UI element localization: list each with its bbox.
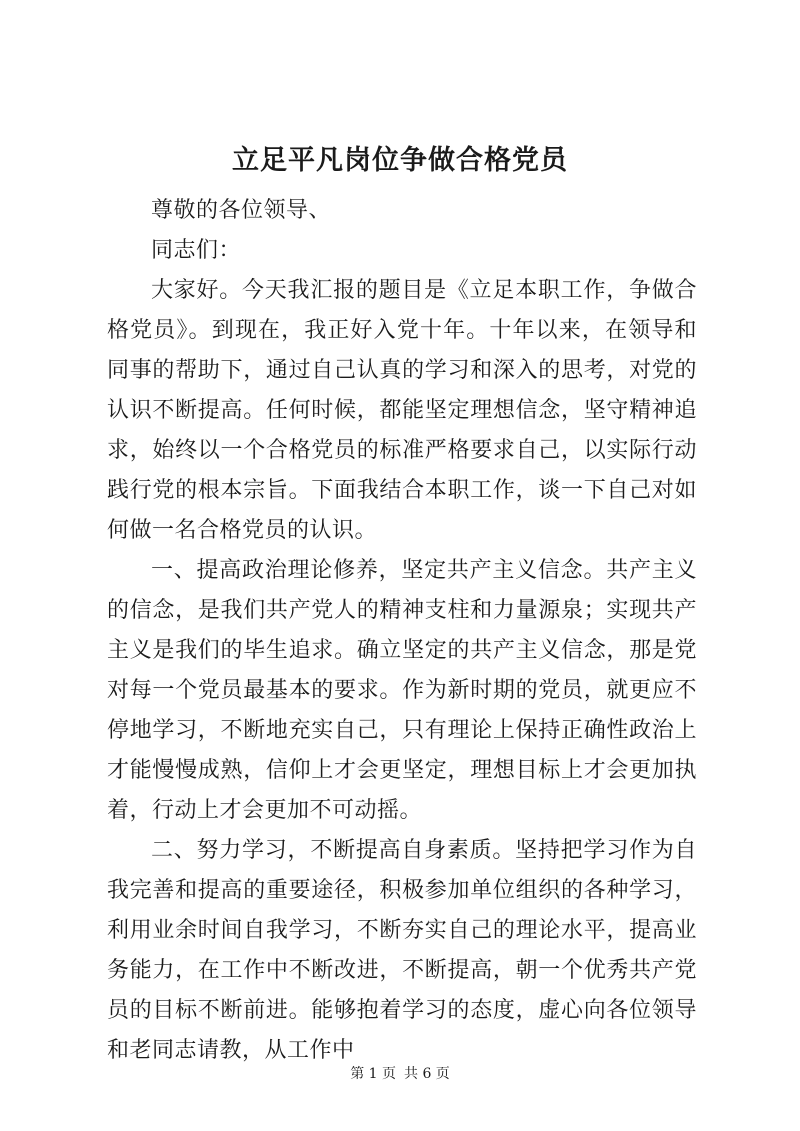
- paragraph-section-2: 二、努力学习，不断提高自身素质。坚持把学习作为自我完善和提高的重要途径，积极参加单位组织的各种学习，利用业余时间自我学习，不断夯实自己的理论水平，提高业务能力，在工作中不断改进，不断提高，朝一个优秀共产党员的目标不断前进。能够抱着学习的态度，虚心向各位领导和老同志请教，从工作中: [107, 838, 697, 1063]
- document-body: [107, 191, 697, 1071]
- salutation-comrades: 同志们：: [151, 238, 242, 263]
- salutation-leaders: 尊敬的各位领导、: [151, 198, 332, 223]
- paragraph-intro: 大家好。今天我汇报的题目是《立足本职工作，争做合格党员》。到现在，我正好入党十年。十年以来，在领导和同事的帮助下，通过自己认真的学习和深入的思考，对党的认识不断提高。任何时候，都能坚定理想信念，坚守精神追求，始终以一个合格党员的标准严格要求自己，以实际行动践行党的根本宗旨。下面我结合本职工作，谈一下自己对如何做一名合格党员的认识。: [107, 278, 697, 543]
- page-footer: [0, 1064, 800, 1084]
- page-total: 共 6 页: [404, 1066, 450, 1082]
- page-number: 第 1 页: [350, 1066, 396, 1082]
- document-title: 立足平凡岗位争做合格党员: [232, 145, 568, 176]
- paragraph-section-1: 一、提高政治理论修养，坚定共产主义信念。共产主义的信念，是我们共产党人的精神支柱和力量源泉；实现共产主义是我们的毕生追求。确立坚定的共产主义信念，那是党对每一个党员最基本的要求。作为新时期的党员，就更应不停地学习，不断地充实自己，只有理论上保持正确性政治上才能慢慢成熟，信仰上才会更坚定，理想目标上才会更加执着，行动上才会更加不可动摇。: [107, 558, 697, 823]
